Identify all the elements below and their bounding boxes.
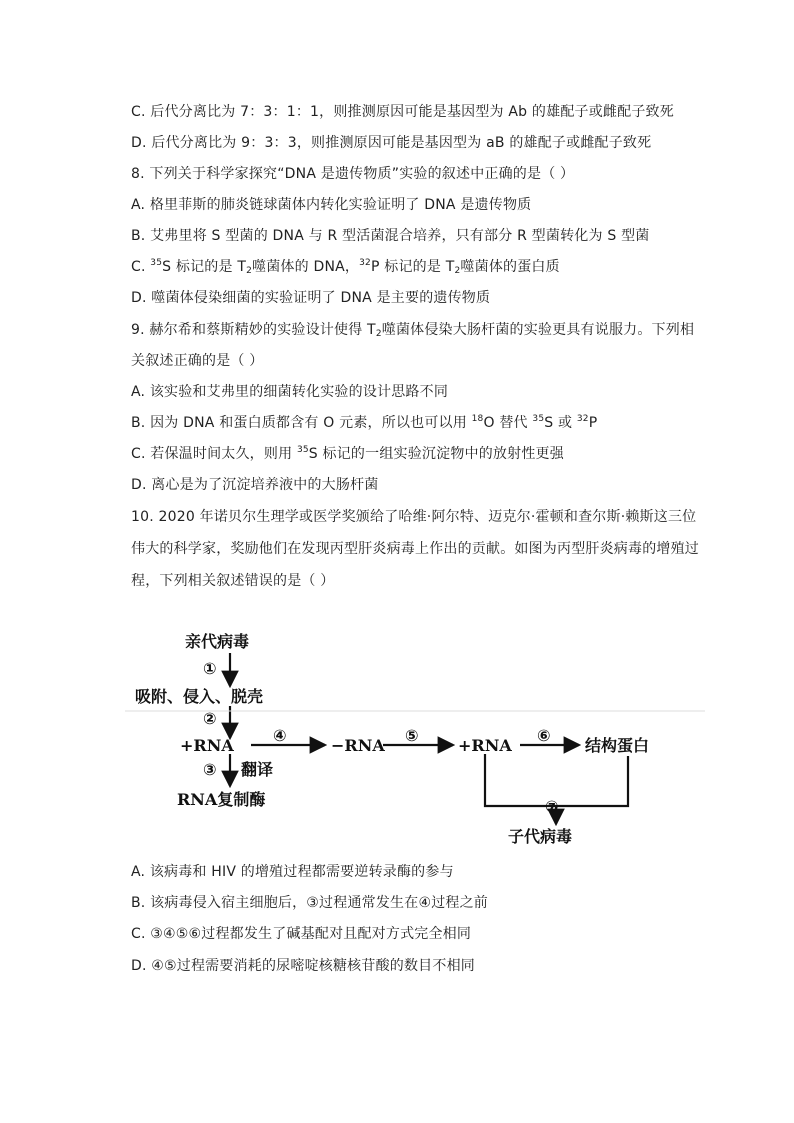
q9-option-a: A. 该实验和艾弗里的细菌转化实验的设计思路不同 <box>131 384 449 400</box>
step-2-marker: ② <box>203 709 217 728</box>
q8-c-text-4: 噬菌体的蛋白质 <box>460 259 560 275</box>
q8-c-text-2: 噬菌体的 DNA， <box>252 259 360 275</box>
q10-stem-line1: 10. 2020 年诺贝尔生理学或医学奖颁给了哈维·阿尔特、迈克尔·霍顿和查尔斯·赖斯这三位 <box>131 509 697 525</box>
isotope-35: 35 <box>296 445 309 455</box>
q8-option-a: A. 格里菲斯的肺炎链球菌体内转化实验证明了 DNA 是遗传物质 <box>131 197 532 213</box>
q9-option-d: D. 离心是为了沉淀培养液中的大肠杆菌 <box>131 477 379 493</box>
q8-c-text-3: P 标记的是 T <box>370 259 455 275</box>
q9-stem-text-a: 9. 赫尔希和蔡斯精妙的实验设计使得 T <box>131 322 376 338</box>
isotope-18: 18 <box>471 414 484 424</box>
adsorb-invade-uncoat-label: 吸附、侵入、脱壳 <box>135 687 264 706</box>
q9-option-c <box>131 444 564 464</box>
step-1-marker: ① <box>203 659 217 678</box>
plus-rna-label-2: +RNA <box>458 736 512 755</box>
q9-stem-line1 <box>131 320 694 340</box>
parent-virus-label: 亲代病毒 <box>185 632 250 651</box>
q9-b-text-b: O 替代 <box>483 415 533 431</box>
q9-stem-text-b: 噬菌体侵染大肠杆菌的实验更具有说服力。下列相 <box>381 322 695 338</box>
translate-label: 翻译 <box>241 760 274 779</box>
step-5-marker: ⑤ <box>405 726 419 745</box>
q7-option-d: D. 后代分离比为 9：3：3，则推测原因可能是基因型为 aB 的雄配子或雌配子致死 <box>131 135 652 151</box>
rna-replicase-label: RNA复制酶 <box>177 790 266 809</box>
subscript-2: 2 <box>454 266 461 276</box>
q7-option-c: C. 后代分离比为 7：3：1：1，则推测原因可能是基因型为 Ab 的雄配子或雌配子致死 <box>131 104 674 120</box>
q9-b-text-a: B. 因为 DNA 和蛋白质都含有 O 元素，所以也可以用 <box>131 415 472 431</box>
q8-option-b: B. 艾弗里将 S 型菌的 DNA 与 R 型活菌混合培养，只有部分 R 型菌转化为 S 型菌 <box>131 228 650 244</box>
q8-stem: 8. 下列关于科学家探究“DNA 是遗传物质”实验的叙述中正确的是（ ） <box>131 166 575 182</box>
q9-b-text-c: S 或 <box>544 415 577 431</box>
isotope-32: 32 <box>576 414 589 424</box>
q10-stem-line2: 伟大的科学家，奖励他们在发现丙型肝炎病毒上作出的贡献。如图为丙型肝炎病毒的增殖过 <box>131 541 699 557</box>
plus-rna-label-1: +RNA <box>180 736 234 755</box>
q10-option-b: B. 该病毒侵入宿主细胞后，③过程通常发生在④过程之前 <box>131 895 489 911</box>
subscript-2: 2 <box>375 329 382 339</box>
q10-option-c: C. ③④⑤⑥过程都发生了碱基配对且配对方式完全相同 <box>131 926 472 942</box>
progeny-virus-label: 子代病毒 <box>508 827 573 846</box>
q8-c-text-1: S 标记的是 T <box>162 259 247 275</box>
q9-option-b <box>131 413 597 433</box>
step-6-marker: ⑥ <box>537 726 551 745</box>
step-3-marker: ③ <box>203 760 217 779</box>
q10-stem-line3: 程，下列相关叙述错误的是（ ） <box>131 573 335 589</box>
q9-c-text-b: S 标记的一组实验沉淀物中的放射性更强 <box>308 446 564 462</box>
step-7-marker: ⑦ <box>545 797 559 816</box>
q8-option-d: D. 噬菌体侵染细菌的实验证明了 DNA 是主要的遗传物质 <box>131 290 491 306</box>
q8-option-c <box>131 257 560 277</box>
q9-stem-line2: 关叙述正确的是（ ） <box>131 353 264 369</box>
isotope-35: 35 <box>150 258 163 268</box>
q9-b-text-d: P <box>588 415 598 431</box>
isotope-35: 35 <box>532 414 545 424</box>
structural-protein-label: 结构蛋白 <box>585 736 650 755</box>
q10-option-d: D. ④⑤过程需要消耗的尿嘧啶核糖核苷酸的数目不相同 <box>131 958 475 974</box>
q10-option-a: A. 该病毒和 HIV 的增殖过程都需要逆转录酶的参与 <box>131 864 454 880</box>
q8-c-prefix: C. <box>131 259 151 275</box>
q9-c-text-a: C. 若保温时间太久，则用 <box>131 446 297 462</box>
subscript-2: 2 <box>246 266 253 276</box>
hcv-proliferation-diagram <box>125 628 705 850</box>
isotope-32: 32 <box>359 258 371 268</box>
minus-rna-label: −RNA <box>331 736 385 755</box>
step-4-marker: ④ <box>273 726 287 745</box>
